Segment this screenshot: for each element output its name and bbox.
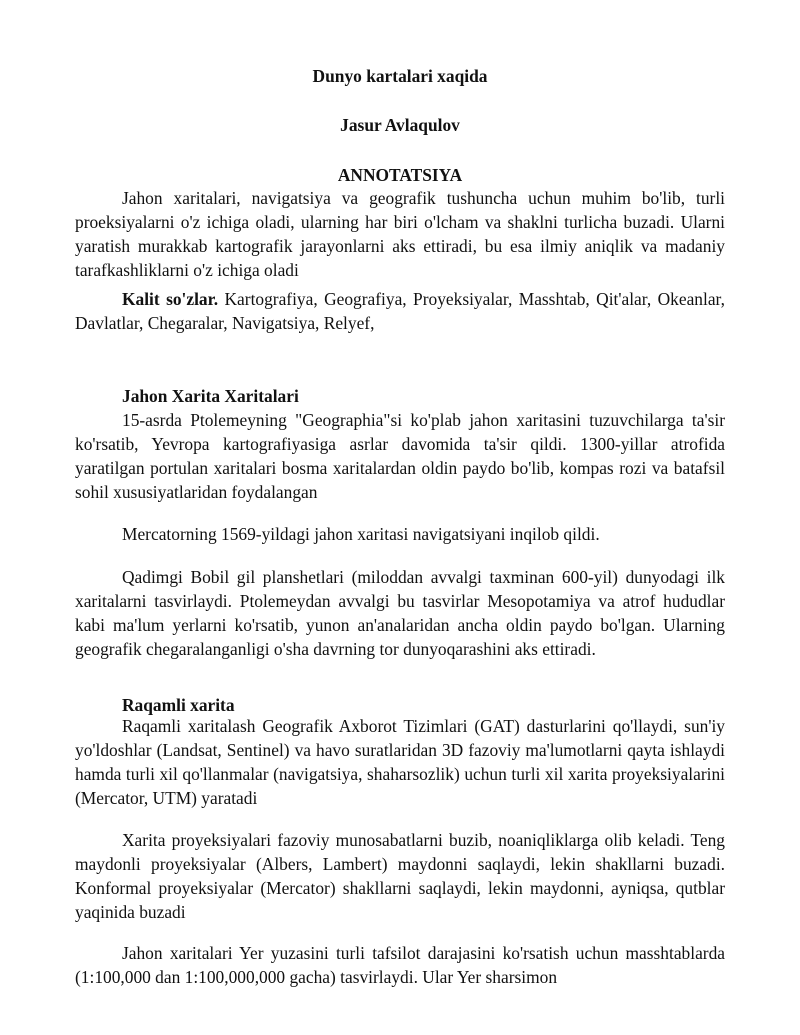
paragraph: Jahon xaritalari Yer yuzasini turli tafsilot darajasini ko'rsatish uchun masshtablarda (1:100,000 dan 1:100,000,000 gacha) tasvirlaydi. Ular Yer sharsimon: [75, 943, 725, 987]
keywords-paragraph: [75, 287, 725, 335]
keywords-label: Kalit so'zlar.: [122, 289, 219, 309]
paragraph: Qadimgi Bobil gil planshetlari (miloddan avvalgi taxminan 600-yil) dunyodagi ilk xaritalarni tasvirlaydi. Ptolemeydan avvalgi bu tasvirlar Mesopotamiya va atrof hududlar kabi ma'lum yerlarni ko'rsatib, yunon an'analaridan ancha oldin paydo bo'lgan. Ularning geografik chegaralanganligi o'sha davrning tor dunyoqarashini aks ettiradi.: [75, 567, 725, 659]
paragraph: Xarita proyeksiyalari fazoviy munosabatlarni buzib, noaniqliklarga olib keladi. Teng maydonli proyeksiyalar (Albers, Lambert) maydonni saqlaydi, lekin shakllarni buzadi. Konformal proyeksiyalar (Mercator) shakllarni saqlaydi, lekin maydonni, ayniqsa, qutblar yaqinida buzadi: [75, 830, 725, 922]
document-title: Dunyo kartalari xaqida: [312, 66, 488, 86]
annotation-paragraph: Jahon xaritalari, navigatsiya va geografik tushuncha uchun muhim bo'lib, turli proeksiyalarni o'z ichiga oladi, ularning har biri o'lcham va shaklni turlicha buzadi. Ularni yaratish murakkab kartografik jarayonlarni aks ettiradi, bu esa ilmiy aniqlik va madaniy tarafkashliklarni o'z ichiga oladi: [75, 188, 725, 280]
section-heading-world-maps: Jahon Xarita Xaritalari: [122, 386, 299, 406]
paragraph: Raqamli xaritalash Geografik Axborot Tizimlari (GAT) dasturlarini qo'llaydi, sun'iy yo'ldoshlar (Landsat, Sentinel) va havo suratlaridan 3D fazoviy ma'lumotlarni qayta ishlaydi hamda turli xil qo'llanmalar (navigatsiya, shaharsozlik) uchun turli xil xarita proyeksiyalarini (Mercator, UTM) yaratadi: [75, 716, 725, 808]
author-name: Jasur Avlaqulov: [340, 115, 460, 135]
paragraph: 15-asrda Ptolemeyning "Geographia"si ko'plab jahon xaritasini tuzuvchilarga ta'sir ko'rsatib, Yevropa kartografiyasiga asrlar davomida ta'sir qildi. 1300-yillar atrofida yaratilgan portulan xaritalari bosma xaritalardan oldin paydo bo'lib, kompas rozi va batafsil sohil xususiyatlaridan foydalangan: [75, 410, 725, 502]
paragraph: Mercatorning 1569-yildagi jahon xaritasi navigatsiyani inqilob qildi.: [122, 524, 600, 544]
keywords-list: Kartografiya, Geografiya, Proyeksiyalar, Masshtab, Qit'alar, Okeanlar, Davlatlar, Chegaralar, Navigatsiya, Relyef,: [75, 289, 725, 333]
annotation-heading: ANNOTATSIYA: [337, 165, 463, 185]
section-heading-digital-map: Raqamli xarita: [122, 695, 235, 715]
